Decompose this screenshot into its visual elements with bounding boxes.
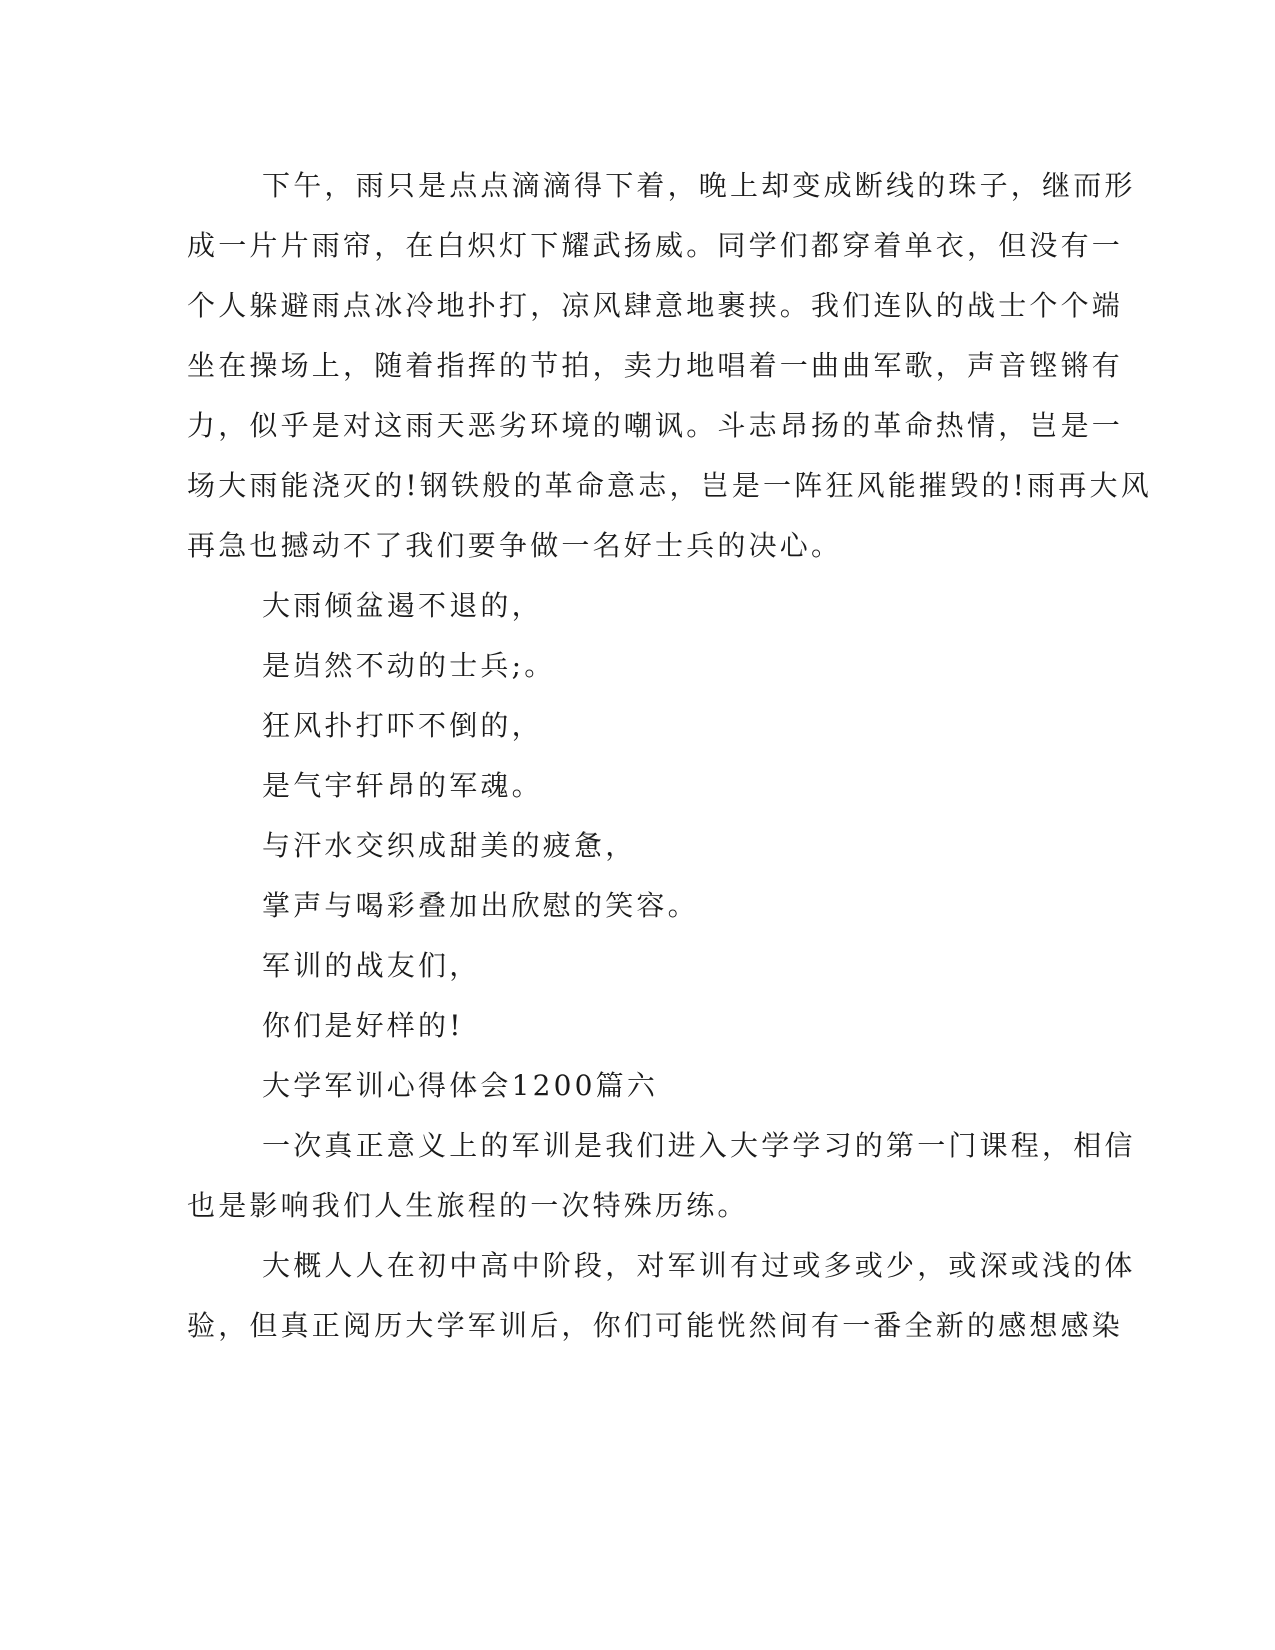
paragraph-line: 成一片片雨帘，在白炽灯下耀武扬威。同学们都穿着单衣，但没有一 [187,229,1124,262]
paragraph-line: 一次真正意义上的军训是我们进入大学学习的第一门课程，相信 [262,1129,1136,1162]
paragraph-line: 验，但真正阅历大学军训后，你们可能恍然间有一番全新的感想感染 [187,1309,1124,1342]
document-page [187,156,1152,1356]
poem-line: 狂风扑打吓不倒的， [262,709,543,742]
poem-line: 军训的战友们， [262,949,481,982]
paragraph-line: 个人躲避雨点冰冷地扑打，凉风肆意地裹挟。我们连队的战士个个端 [187,289,1124,322]
poem-line: 你们是好样的! [262,1009,464,1042]
paragraph-line: 力，似乎是对这雨天恶劣环境的嘲讽。斗志昂扬的革命热情，岂是一 [187,409,1124,442]
paragraph-line: 场大雨能浇灭的!钢铁般的革命意志，岂是一阵狂风能摧毁的!雨再大风 [187,469,1152,502]
paragraph-line: 下午，雨只是点点滴滴得下着，晚上却变成断线的珠子，继而形 [262,169,1136,202]
section-heading: 大学军训心得体会1200篇六 [262,1069,659,1102]
poem-line: 是岿然不动的士兵;。 [262,649,556,682]
poem-line: 与汗水交织成甜美的疲惫， [262,829,637,862]
paragraph-line: 大概人人在初中高中阶段，对军训有过或多或少，或深或浅的体 [262,1249,1136,1282]
paragraph-line: 再急也撼动不了我们要争做一名好士兵的决心。 [187,529,843,562]
paragraph-line: 坐在操场上，随着指挥的节拍，卖力地唱着一曲曲军歌，声音铿锵有 [187,349,1124,382]
poem-line: 大雨倾盆遏不退的， [262,589,543,622]
poem-line: 掌声与喝彩叠加出欣慰的笑容。 [262,889,699,922]
poem-line: 是气宇轩昂的军魂。 [262,769,543,802]
paragraph-line: 也是影响我们人生旅程的一次特殊历练。 [187,1189,749,1222]
